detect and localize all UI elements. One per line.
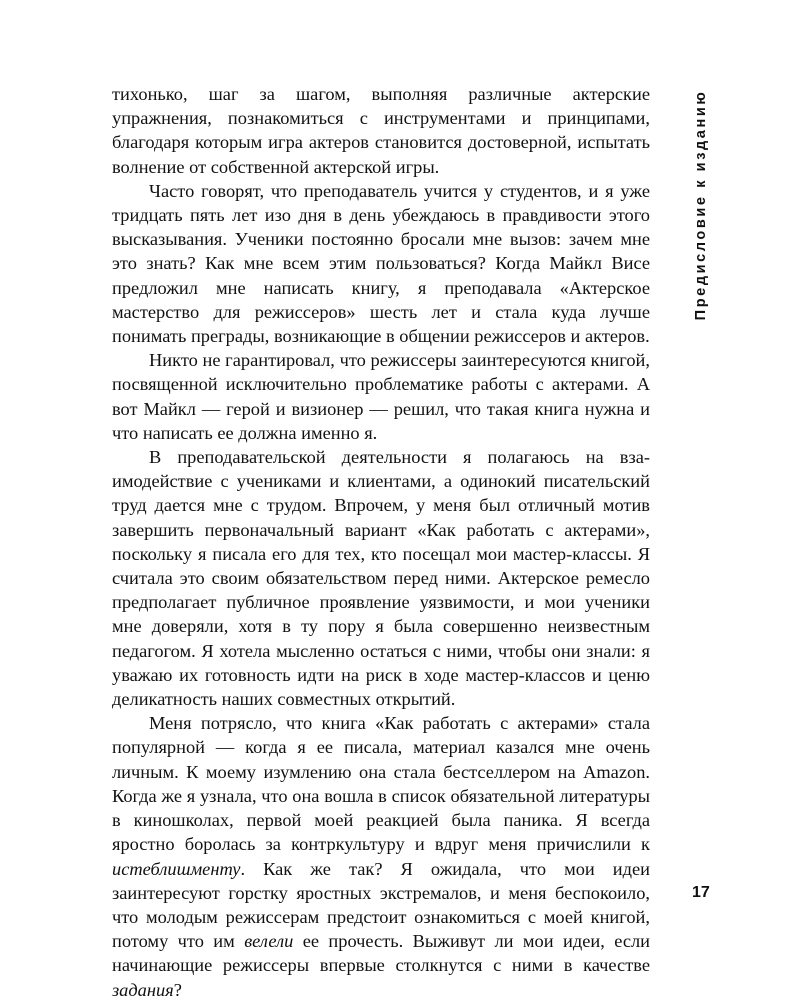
- paragraph-4: [112, 445, 650, 711]
- paragraph-5: [112, 711, 650, 1001]
- paragraph-text: ?: [173, 979, 182, 1000]
- paragraph-text: Часто говорят, что преподаватель учится у студентов, и я уже тридцать пять лет изо дня в день убеждаюсь в правдивости этого высказывания. Ученики постоянно бросали мне вызов: зачем мне это знать? Как мне всем этим пользоваться? Когда Майкл Висе предложил мне написать книгу, я преподавала «Актерское мастерство для режиссеров» шесть лет и стала куда лучше понимать преграды, возникающие в общении режиссеров и актеров.: [112, 180, 650, 347]
- paragraph-1: [112, 82, 650, 179]
- italic-term-assignment: задания: [112, 979, 174, 1000]
- paragraph-text: В преподавательской деятельности я полагаюсь на взаимодействие с учениками и клиентами, а одинокий писательский труд дается мне с трудом. Впрочем, у меня был отличный мотив завершить первоначальный вариант «Как работать с актерами», поскольку я писала его для тех, кто посещал мои мастер-классы. Я считала это своим обязательством перед ними. Актерское ремесло предполагает публичное проявление уязвимости, и мои ученики мне доверяли, хотя в ту пору я была совершенно неизвестным педагогом. Я хотела мысленно остаться с ними, чтобы они знали: я уважаю их готовность идти на риск в ходе мастер-классов и ценю деликатность наших совместных открытий.: [112, 447, 650, 710]
- running-head-label: Предисловие к изданию: [693, 89, 709, 321]
- paragraph-text: Никто не гарантировал, что режиссеры заинтересуются книгой, посвященной исключительно проблематике работы с актерами. А вот Майкл — герой и визионер — решил, что такая книга нужна и что написать ее должна именно я.: [112, 350, 650, 443]
- paragraph-2: [112, 179, 650, 348]
- paragraph-text: Меня потрясло, что книга «Как работать с актерами» стала популярной — когда я ее писала, материал казался мне очень личным. К моему изумлению она стала бестселлером на Amazon. Когда же я узнала, что она вошла в список обязательной литературы в киношколах, первой моей реакцией была паника. Я всегда яростно боролась за контркультуру и вдруг меня причислили к: [112, 713, 650, 855]
- italic-term-ordered: велели: [244, 931, 294, 952]
- page-body-text: [112, 82, 650, 1002]
- page-number: 17: [692, 884, 710, 901]
- italic-term-establishment: истеблишменту: [112, 858, 241, 879]
- paragraph-text: ее прочесть. Выживут ли мои идеи, если начинающие режиссеры впервые столкнутся с ними в качестве: [112, 931, 651, 976]
- paragraph-text: тихонько, шаг за шагом, выполняя различные актерские упражнения, познакомиться с инструментами и принципами, благодаря которым игра актеров становится достоверной, испытать волнение от собственной актерской игры.: [112, 84, 650, 177]
- paragraph-text: . Как же так? Я ожидала, что мои идеи заинтересуют горстку яростных экстремалов, и меня беспокоило, что молодым режиссерам предстоит ознакомиться с моей книгой, потому что им: [112, 858, 650, 952]
- paragraph-3: [112, 348, 650, 445]
- running-head: [688, 80, 714, 330]
